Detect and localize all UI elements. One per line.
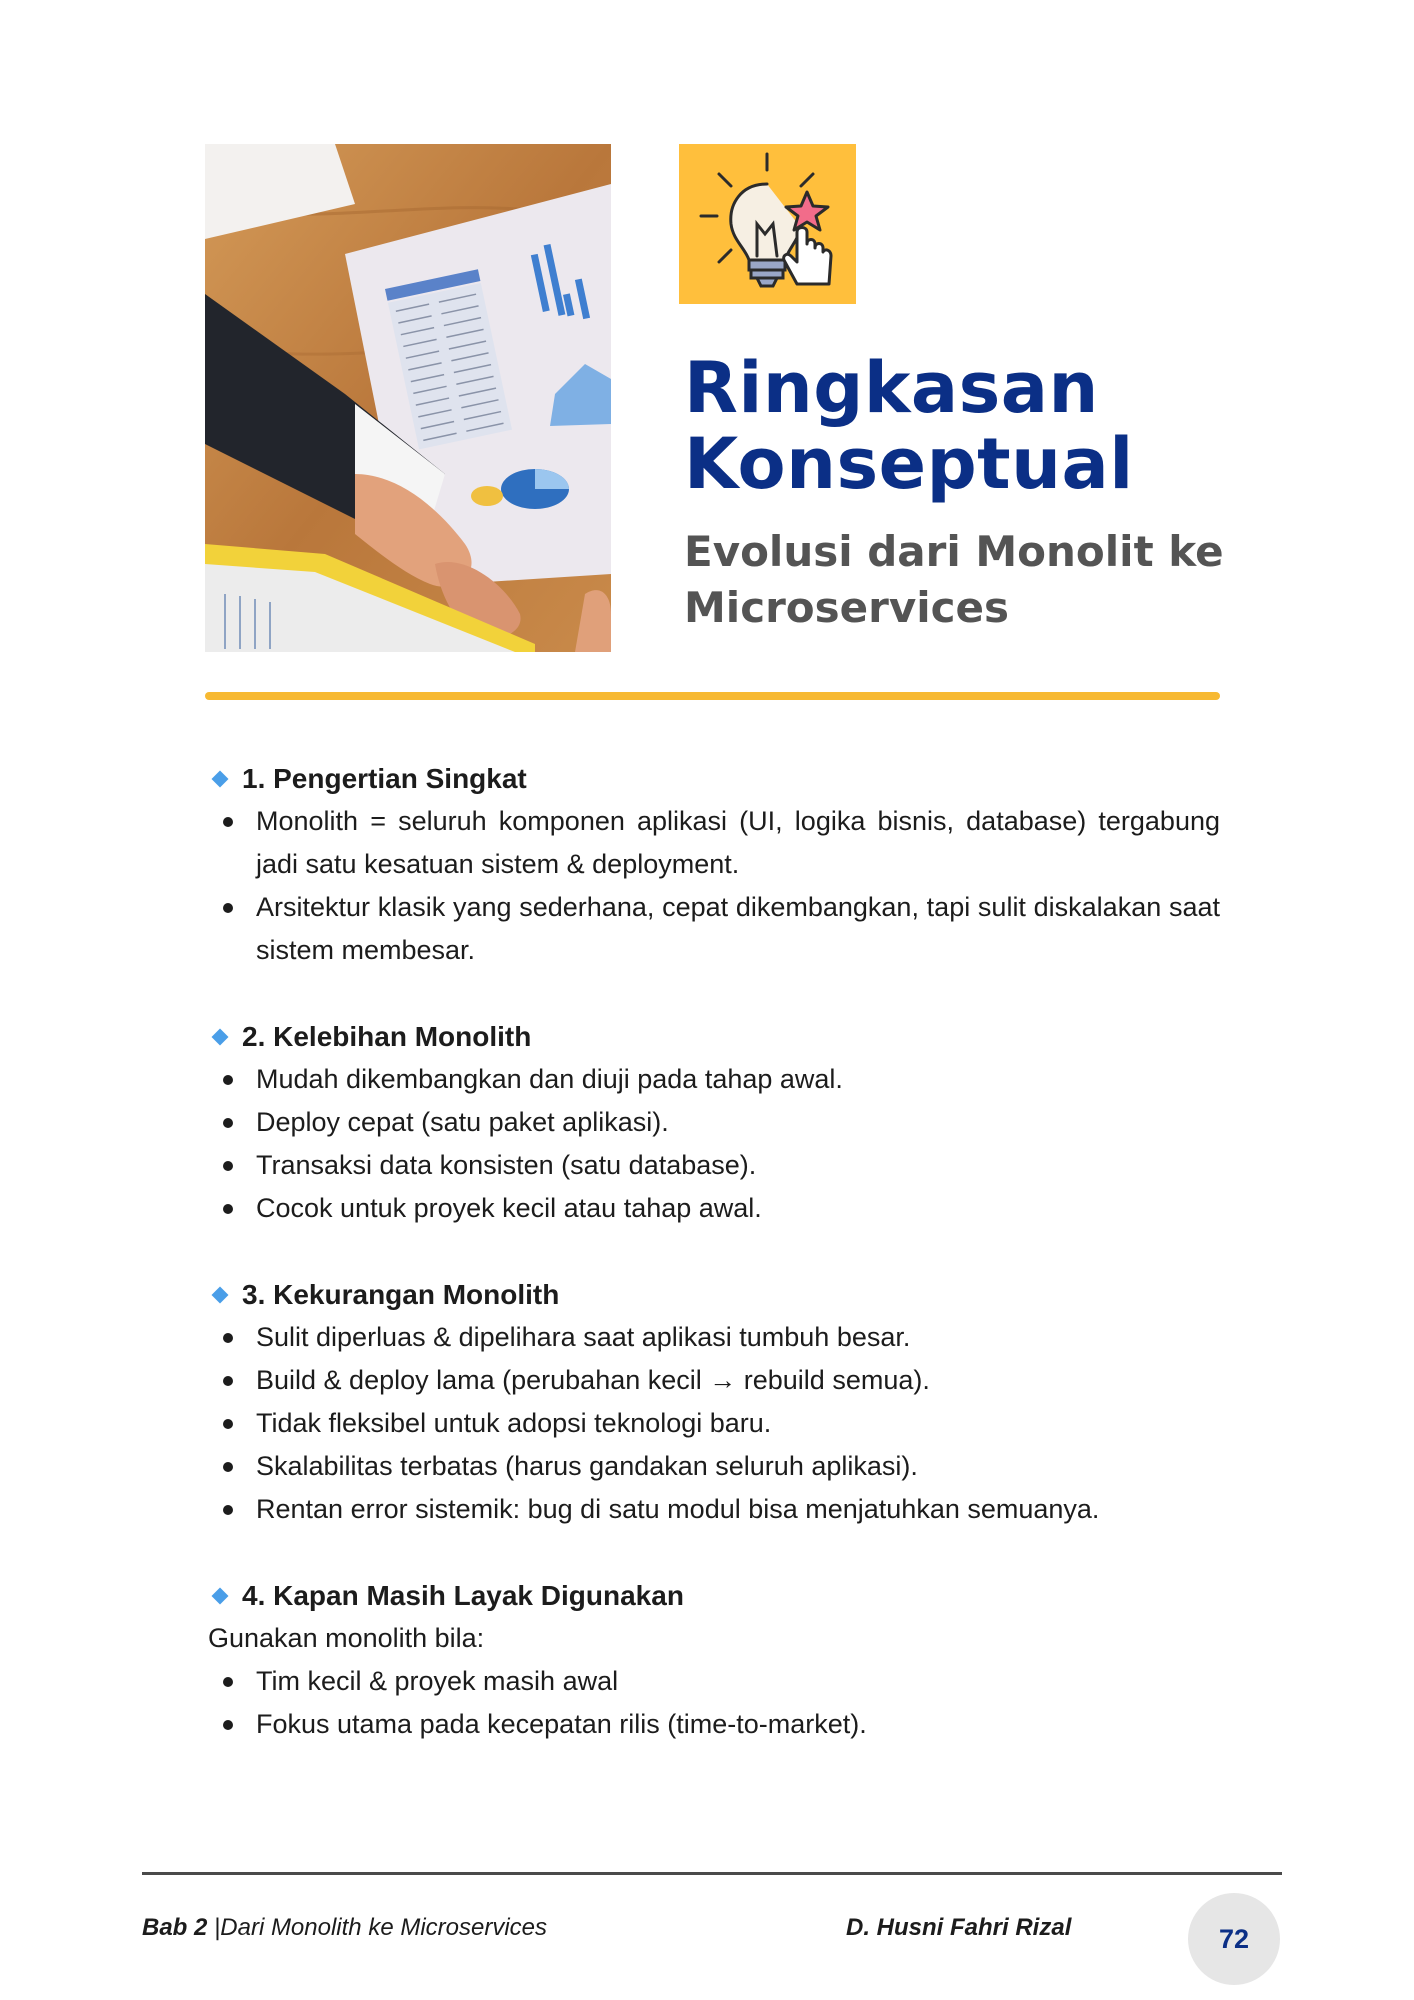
section-kekurangan xyxy=(208,1273,1220,1531)
diamond-icon xyxy=(212,1028,229,1045)
list-item: Sulit diperluas & dipelihara saat aplikasi tumbuh besar. xyxy=(208,1316,1220,1359)
list-item: Monolith = seluruh komponen aplikasi (UI, logika bisnis, database) tergabung jadi satu kesatuan sistem & deployment. xyxy=(208,800,1220,886)
diamond-icon xyxy=(212,1286,229,1303)
footer-author: D. Husni Fahri Rizal xyxy=(846,1914,1072,1941)
list-item: Tim kecil & proyek masih awal xyxy=(208,1660,1220,1703)
section-heading xyxy=(208,1574,1220,1617)
list-item: Transaksi data konsisten (satu database). xyxy=(208,1144,1220,1187)
list-item: Deploy cepat (satu paket aplikasi). xyxy=(208,1101,1220,1144)
page-title-line2: Konseptual xyxy=(684,423,1134,505)
title-block xyxy=(684,347,1244,636)
list-item: Cocok untuk proyek kecil atau tahap awal. xyxy=(208,1187,1220,1230)
section-heading-text: 3. Kekurangan Monolith xyxy=(242,1279,560,1310)
diamond-icon xyxy=(212,1587,229,1604)
page-title-line1: Ringkasan xyxy=(684,347,1099,429)
page-number: 72 xyxy=(1188,1893,1280,1985)
footer-divider xyxy=(142,1872,1282,1875)
bullet-list xyxy=(208,1316,1220,1531)
lightbulb-star-pointer-icon xyxy=(679,144,856,304)
page-title xyxy=(684,347,1244,505)
accent-divider xyxy=(205,692,1220,700)
footer-chapter xyxy=(142,1914,547,1942)
main-content xyxy=(208,757,1220,1746)
list-item: Mudah dikembangkan dan diuji pada tahap awal. xyxy=(208,1058,1220,1101)
bullet-list xyxy=(208,1058,1220,1230)
list-item: Build & deploy lama (perubahan kecil → rebuild semua). xyxy=(208,1359,1220,1402)
diamond-icon xyxy=(212,770,229,787)
list-item: Arsitektur klasik yang sederhana, cepat dikembangkan, tapi sulit diskalakan saat sistem membesar. xyxy=(208,886,1220,972)
section-heading-text: 1. Pengertian Singkat xyxy=(242,763,527,794)
section-kelebihan xyxy=(208,1015,1220,1230)
list-item: Tidak fleksibel untuk adopsi teknologi baru. xyxy=(208,1402,1220,1445)
section-pengertian xyxy=(208,757,1220,972)
list-item: Rentan error sistemik: bug di satu modul bisa menjatuhkan semuanya. xyxy=(208,1488,1220,1531)
section-heading-text: 2. Kelebihan Monolith xyxy=(242,1021,532,1052)
section-heading xyxy=(208,757,1220,800)
list-item: Skalabilitas terbatas (harus gandakan seluruh aplikasi). xyxy=(208,1445,1220,1488)
hero-photo xyxy=(205,144,611,652)
section-heading xyxy=(208,1015,1220,1058)
footer-chapter-title: Dari Monolith ke Microservices xyxy=(220,1914,548,1941)
footer-chapter-label: Bab 2 xyxy=(142,1914,208,1941)
footer-chapter-separator: | xyxy=(214,1914,221,1941)
list-item: Fokus utama pada kecepatan rilis (time-to-market). xyxy=(208,1703,1220,1746)
section-heading xyxy=(208,1273,1220,1316)
bullet-list xyxy=(208,800,1220,972)
handshake-report-illustration xyxy=(205,144,611,652)
section-kapan xyxy=(208,1574,1220,1746)
bullet-list xyxy=(208,1660,1220,1746)
section-heading-text: 4. Kapan Masih Layak Digunakan xyxy=(242,1580,684,1611)
page-subtitle: Evolusi dari Monolit ke Microservices xyxy=(684,527,1224,632)
section-intro: Gunakan monolith bila: xyxy=(208,1623,485,1653)
